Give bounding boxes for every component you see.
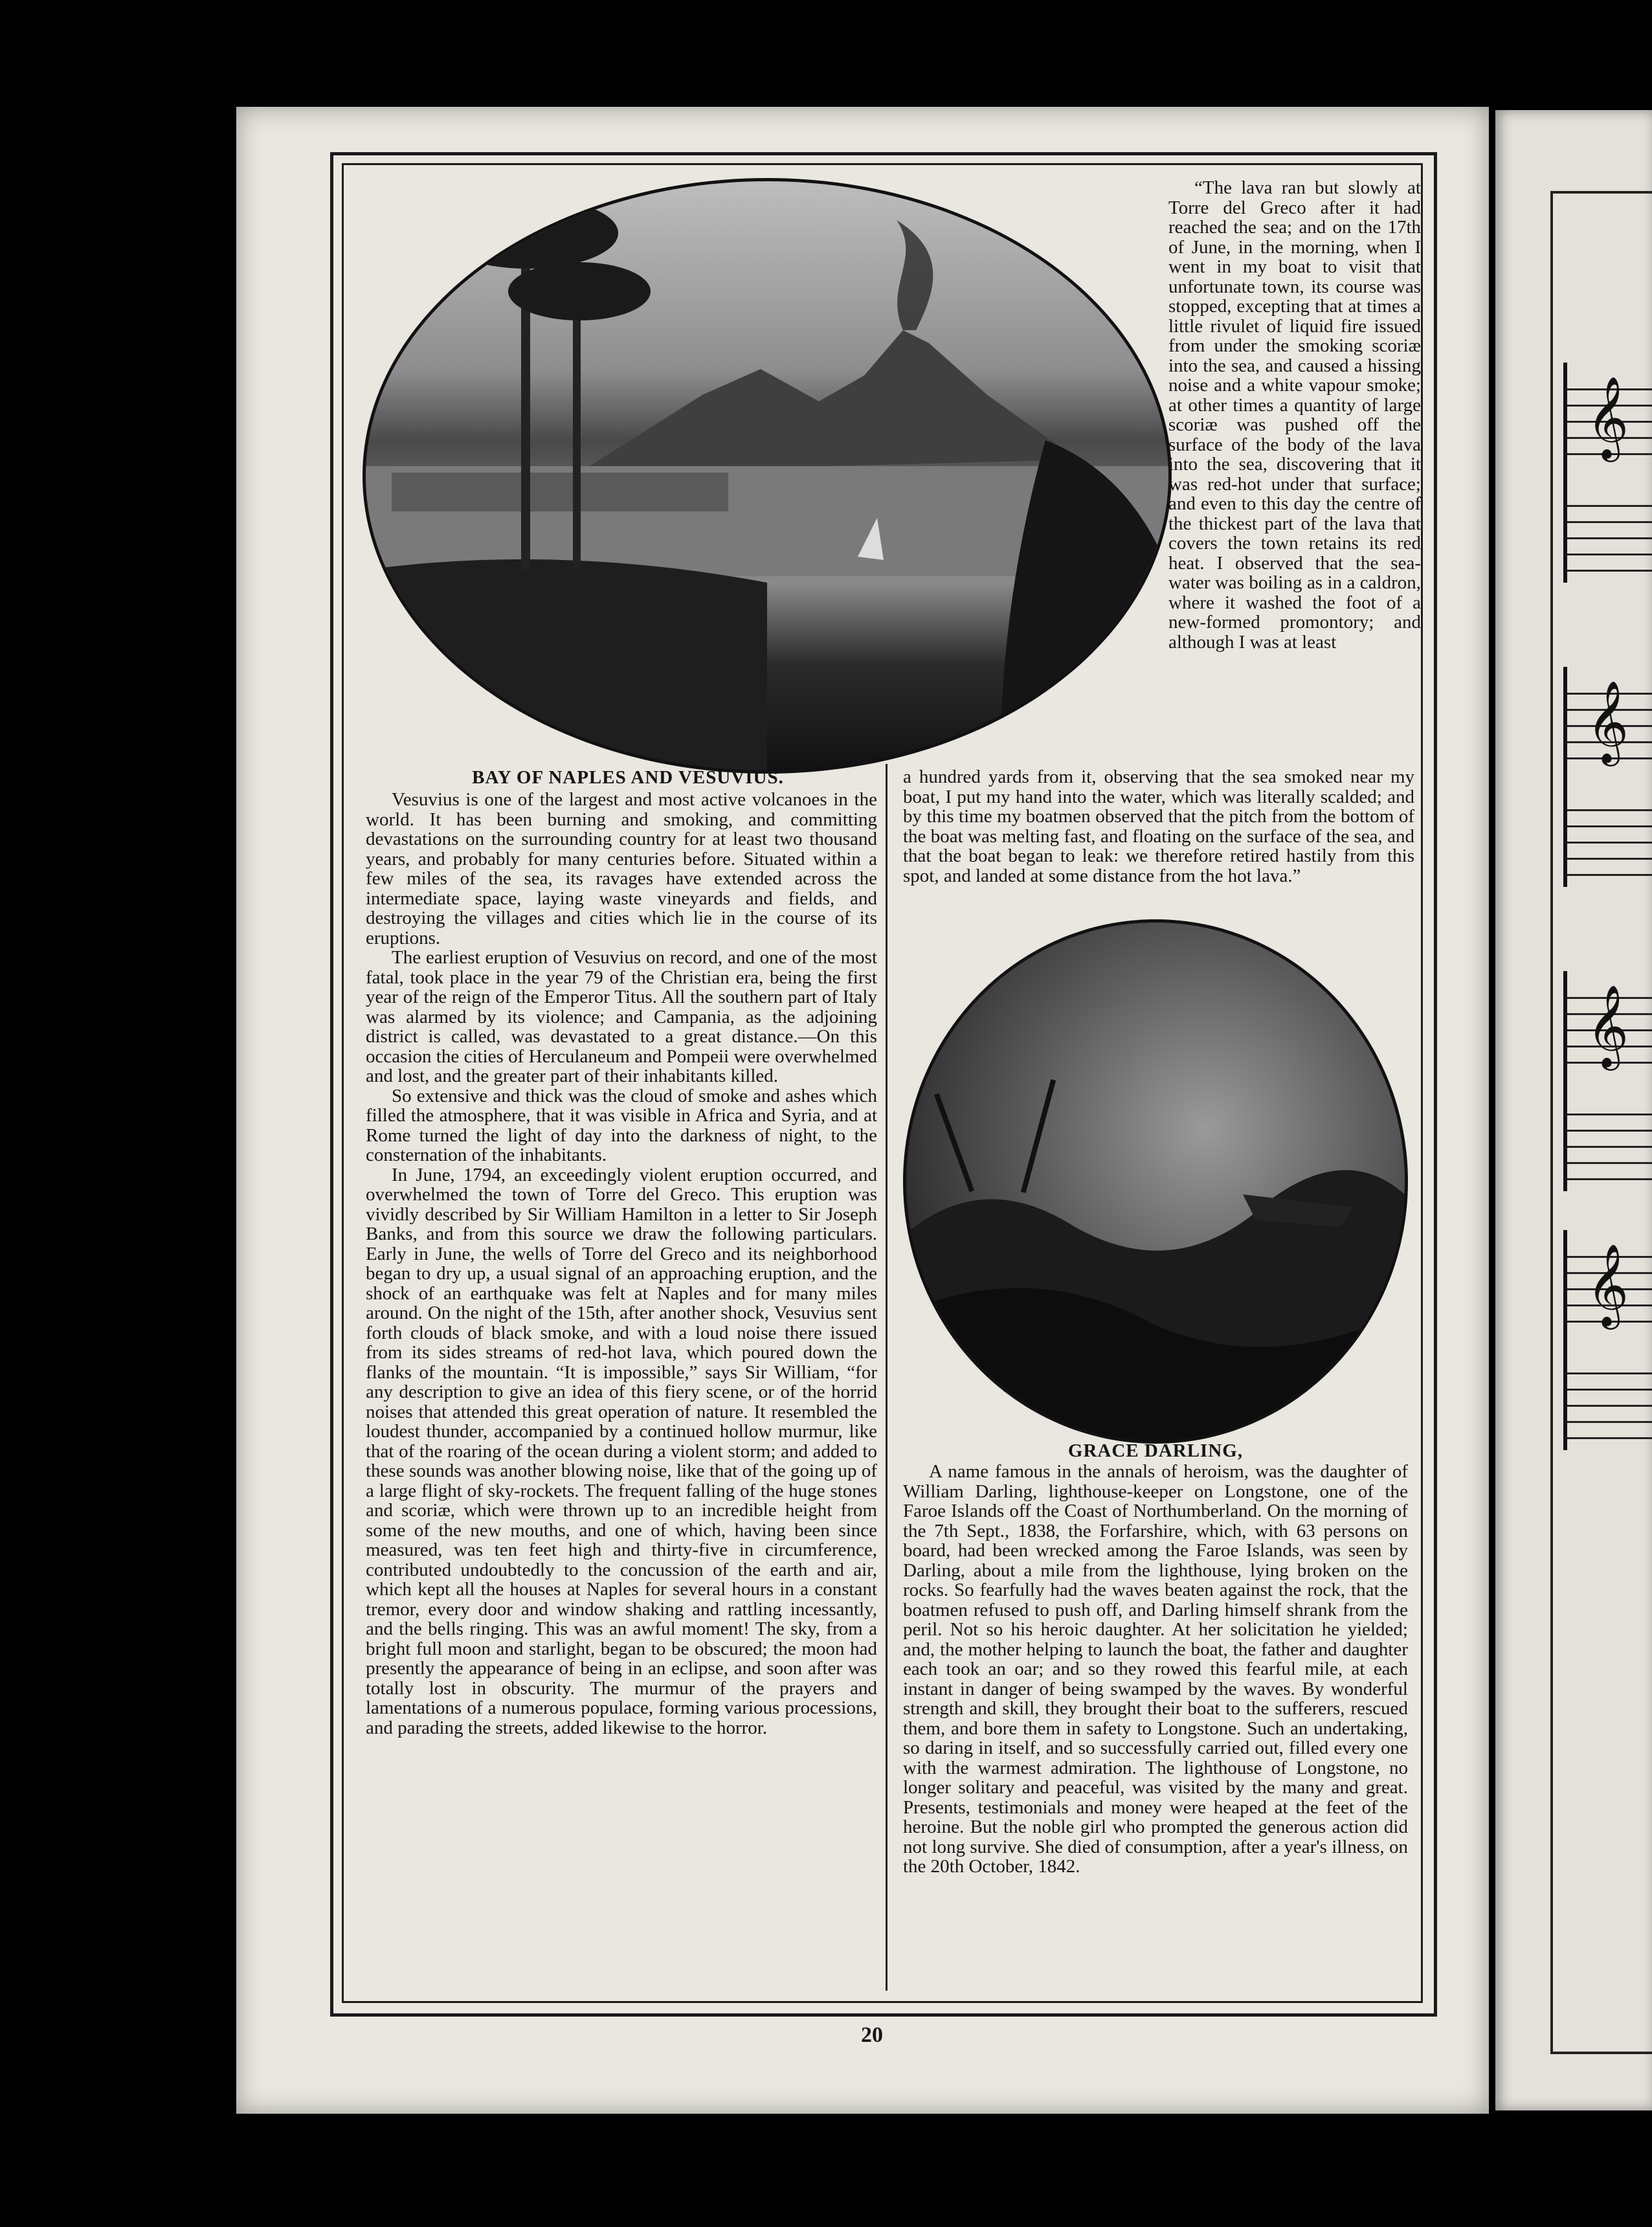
lava-quote-lower: [903, 767, 1414, 910]
treble-clef-icon: 𝄞: [1587, 375, 1629, 458]
lava-quote-text: “The lava ran but slowly at Torre del Greco after it had reached the sea; and on the 17th of June, in the morning, when I went in my boat to visit that unfortunate town, its course was stopped, excepting that at times a little rivulet of liquid fire issued from under the smoking scoriæ into the sea, and caused a hissing noise and a white vapour smoke; at other times a quantity of large scoriæ was pushed off the surface of the body of the lava into the sea, discovering that it was red-hot under that surface; and even to this day the centre of the thickest part of the lava that covers the town retains its red heat. I observed that the sea-water was boiling as in a caldron, where it washed the foot of a new-formed promontory; and although I was at least: [1168, 177, 1421, 653]
grace-darling-engraving: [903, 919, 1408, 1444]
music-staff: [1563, 363, 1652, 583]
naples-paragraph: The earliest eruption of Vesuvius on record, and one of the most fatal, took place in the year 79 of the Christian era, being the first year of the reign of the Emperor Titus. All the southern part of Italy was alarmed by its violence; and Campania, as the adjoining district is called, was devastated to a great distance.—On this occasion the cities of Herculaneum and Pompeii were overwhelmed and lost, and the greater part of their inhabitants killed.: [366, 947, 877, 1086]
naples-article: [366, 790, 877, 1994]
music-staff: [1563, 971, 1652, 1191]
column-rule: [886, 764, 887, 1991]
darling-article: [903, 1462, 1408, 1993]
naples-paragraph: So extensive and thick was the cloud of smoke and ashes which filled the atmosphere, that it was visible in Africa and Syria, and at Rome turned the light of day into the darkness of night, to the consternation of the inhabitants.: [366, 1085, 877, 1165]
darling-caption: GRACE DARLING,: [1067, 1440, 1244, 1461]
lava-quote-text: a hundred yards from it, observing that the sea smoked near my boat, I put my hand into the water, which was literally scalded; and by this time my boatmen observed that the pitch from the bottom of the boat was melting fast, and floating on the surface of the sea, and that the boat began to leak: we therefore retired hastily from this spot, and landed at some distance from the hot lava.”: [903, 767, 1414, 886]
bay-of-naples-engraving: [363, 178, 1172, 774]
treble-clef-icon: 𝄞: [1587, 680, 1629, 763]
music-staff: [1563, 667, 1652, 887]
music-staff: [1563, 1230, 1652, 1450]
page-number: 20: [861, 2023, 883, 2047]
naples-paragraph: Vesuvius is one of the largest and most active volcanoes in the world. It has been burning and smoking, and committing devastations on the surrounding country for at least two thousand years, and probably for many centuries before. Situated within a few miles of the sea, its ravages have extended across the intermediate space, laying waste vineyards and fields, and destroying the villages and cities which lie in the course of its eruptions.: [366, 789, 877, 948]
naples-caption: BAY OF NAPLES AND VESUVIUS.: [472, 767, 784, 788]
lava-quote-upper: [1168, 178, 1421, 761]
treble-clef-icon: 𝄞: [1587, 1243, 1629, 1326]
treble-clef-icon: 𝄞: [1587, 984, 1629, 1067]
darling-paragraph: A name famous in the annals of heroism, was the daughter of William Darling, lighthouse-keeper on Longstone, one of the Faroe Islands off the Coast of Northumberland. On the morning of the 7th Sept., 1838, the Forfarshire, which, with 63 persons on board, had been wrecked among the Faroe Islands, was seen by Darling, about a mile from the lighthouse, lying broken on the rocks. So fearfully had the waves beaten against the rock, that the boatmen refused to push off, and Darling himself shrank from the peril. Not so his heroic daughter. At her solicitation he yielded; and, the mother helping to launch the boat, the father and daughter each took an oar; and so they rowed this fearful mile, at each instant in danger of being swamped by the waves. By wonderful strength and skill, they brought their boat to the sufferers, rescued them, and bore them in safety to Longstone. Such an undertaking, so daring in itself, and so successfully carried out, filled every one with the warmest admiration. The lighthouse of Longstone, no longer solitary and peaceful, was visited by the many and great. Presents, testimonials and money were heaped at the feet of the heroine. But the noble girl who prompted the generous action did not long survive. She died of consumption, after a year's illness, on the 20th October, 1842.: [903, 1461, 1408, 1877]
naples-paragraph: In June, 1794, an exceedingly violent eruption occurred, and overwhelmed the town of Torre del Greco. This eruption was vividly described by Sir William Hamilton in a letter to Sir Joseph Banks, and from this source we draw the following particulars. Early in June, the wells of Torre del Greco and its neighborhood began to dry up, a usual signal of an approaching eruption, and the shock of an earthquake was felt at Naples and for many miles around. On the night of the 15th, after another shock, Vesuvius sent forth clouds of black smoke, and with a loud noise there issued from its sides streams of red-hot lava, which poured down the flanks of the mountain. “It is impossible,” says Sir William, “for any description to give an idea of this fiery scene, or of the horrid noises that attended this great operation of nature. It resembled the loudest thunder, accompanied by a continued hollow murmur, like that of the roaring of the ocean during a violent storm; and added to these sounds was another blowing noise, like that of the going up of a large flight of sky-rockets. The frequent falling of the huge stones and scoriæ, which were thrown up to an incredible height from some of the new mouths, and one of which, having been since measured, was ten feet high and thirty-five in circumference, contributed undoubtedly to the concussion of the earth and air, which kept all the houses at Naples for several hours in a constant tremor, every door and window shaking and rattling incessantly, and the bells ringing. This was an awful moment! The sky, from a bright full moon and starlight, began to be obscured; the moon had presently the appearance of being in an eclipse, and soon after was totally lost in obscurity. The murmur of the prayers and lamentations of a numerous populace, forming various processions, and parading the streets, added likewise to the horror.: [366, 1164, 877, 1738]
